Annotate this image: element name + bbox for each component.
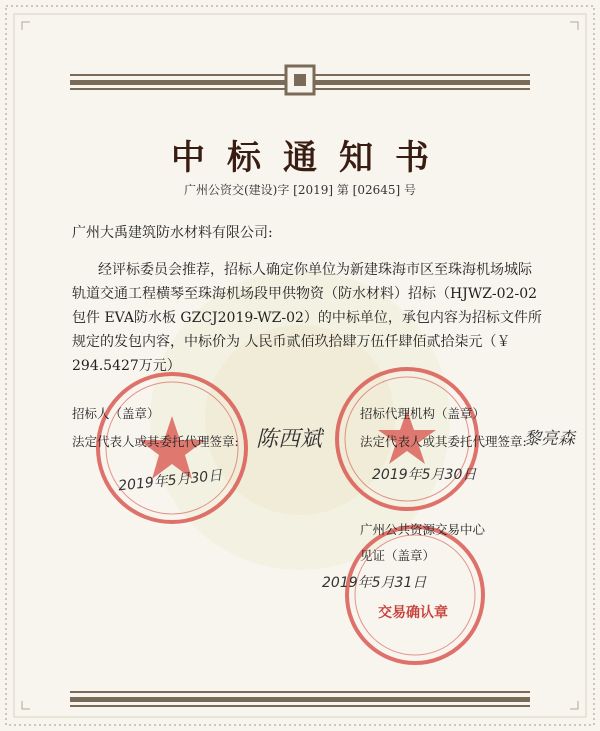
agency-label: 招标代理机构（盖章）	[360, 406, 486, 421]
body-line-5: 294.5427万元）	[72, 358, 181, 374]
tenderer-representative-label: 法定代表人或其委托代理签章:	[72, 434, 239, 449]
trading-center-seal	[340, 520, 490, 670]
seal-center-text: 交易确认章	[378, 605, 448, 621]
trading-center-date: 2019年5月31日	[322, 575, 427, 591]
trading-center-name: 广州公共资源交易中心	[360, 522, 486, 537]
agency-signature: 黎亮森	[524, 429, 575, 449]
body-line-4: 规定的发包内容，中标价为 人民币贰佰玖拾肆万伍仟肆佰贰拾柒元（￥	[72, 334, 511, 350]
body-line-3: 包件 EVA防水板 GZCJ2019-WZ-02）的中标单位，承包内容为招标文件所	[72, 310, 542, 326]
notice-body	[72, 258, 542, 378]
tenderer-signature: 陈西斌	[256, 427, 323, 452]
agency-representative-label: 法定代表人或其委托代理签章:	[360, 434, 527, 449]
body-line-1: 经评标委员会推荐，招标人确定你单位为新建珠海市区至珠海机场城际	[98, 262, 532, 278]
recipient: 广州大禹建筑防水材料有限公司:	[72, 225, 273, 241]
document-number: 广州公资交(建设)字 [2019] 第 [02645] 号	[183, 183, 417, 197]
document-title: 中标通知书	[171, 138, 451, 178]
tenderer-date: 2019年5月30日	[117, 467, 224, 495]
witness-label: 见证（盖章）	[360, 548, 436, 563]
body-line-2: 轨道交通工程横琴至珠海机场段甲供物资（防水材料）招标（HJWZ-02-02	[72, 286, 538, 302]
agency-date: 2019年5月30日	[372, 467, 477, 483]
tenderer-label: 招标人（盖章）	[72, 406, 160, 421]
